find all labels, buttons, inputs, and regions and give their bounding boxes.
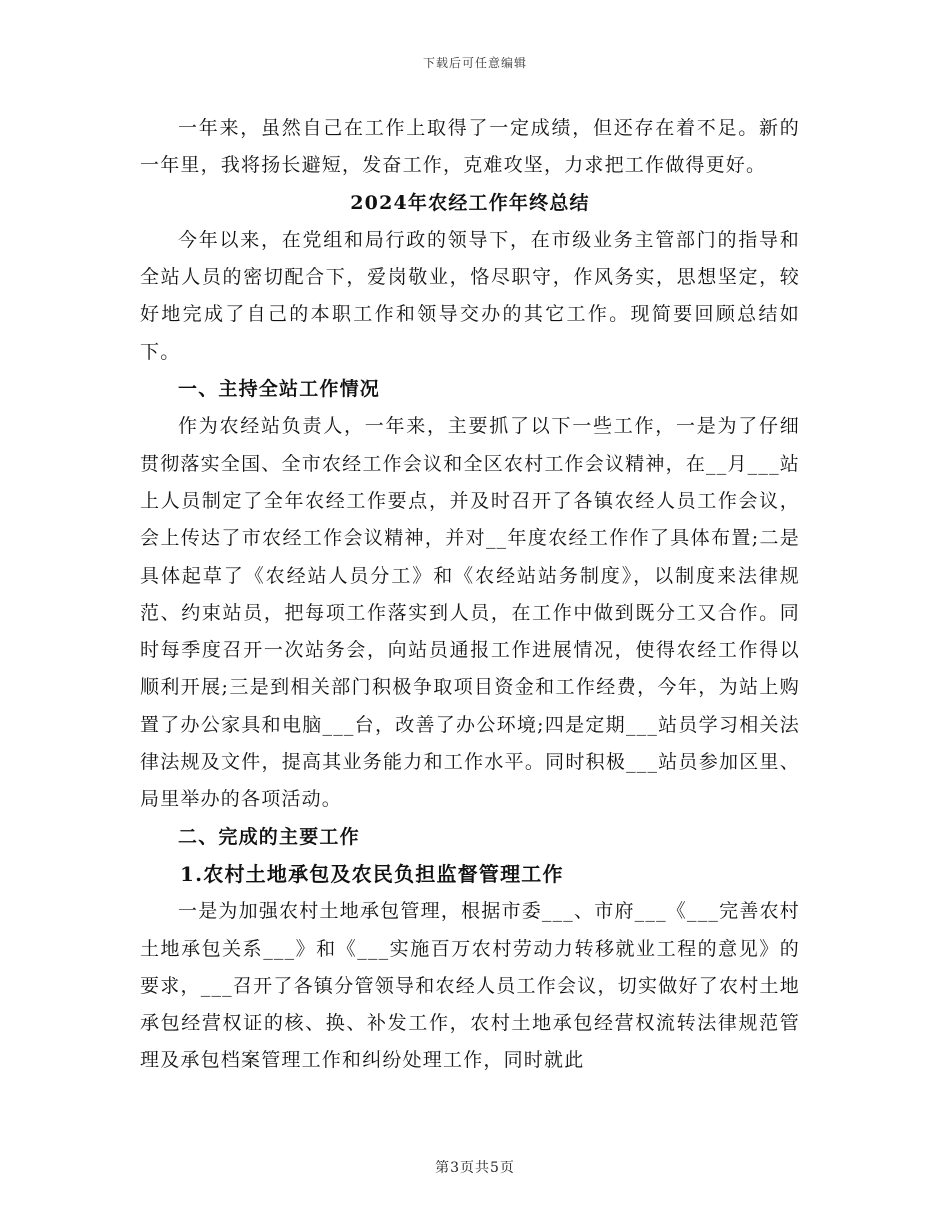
paragraph-1: 今年以来，在党组和局行政的领导下，在市级业务主管部门的指导和全站人员的密切配合下，爱岗敬业，恪尽职守，作风务实，思想坚定，较好地完成了自己的本职工作和领导交办的其它工作。现简要回顾总结如下。	[140, 228, 800, 363]
section-1-heading: 一、主持全站工作情况	[178, 378, 381, 401]
section-2-heading: 二、完成的主要工作	[178, 825, 360, 848]
document-body	[140, 110, 800, 1080]
paragraph-2: 作为农经站负责人，一年来，主要抓了以下一些工作，一是为了仔细贯彻落实全国、全市农经工作会议和全区农村工作会议精神，在__月___站上人员制定了全年农经工作要点，并及时召开了各镇农经人员工作会议，会上传达了市农经工作会议精神，并对__年度农经工作作了具体布置;二是具体起草了《农经站人员分工》和《农经站站务制度》，以制度来法律规范、约束站员，把每项工作落实到人员，在工作中做到既分工又合作。同时每季度召开一次站务会，向站员通报工作进展情况，使得农经工作得以顺利开展;三是到相关部门积极争取项目资金和工作经费，今年，为站上购置了办公家具和电脑___台，改善了办公环境;四是定期___站员学习相关法律法规及文件，提高其业务能力和工作水平。同时积极___站员参加区里、局里举办的各项活动。	[140, 415, 800, 811]
subsection-1-heading: 1.农村土地承包及农民负担监督管理工作	[180, 861, 564, 886]
page-footer: 第3页共5页	[435, 1160, 515, 1176]
document-title: 2024年农经工作年终总结	[350, 191, 590, 214]
intro-paragraph: 一年来，虽然自己在工作上取得了一定成绩，但还存在着不足。新的一年里，我将扬长避短，发奋工作，克难攻坚，力求把工作做得更好。	[140, 117, 800, 177]
page-header: 下载后可任意编辑	[422, 56, 527, 70]
paragraph-3: 一是为加强农村土地承包管理，根据市委___、市府___《___完善农村土地承包关系___》和《___实施百万农村劳动力转移就业工程的意见》的要求，___召开了各镇分管领导和农经人员工作会议，切实做好了农村土地承包经营权证的核、换、补发工作，农村土地承包经营权流转法律规范管理及承包档案管理工作和纠纷处理工作，同时就此	[140, 900, 800, 1072]
